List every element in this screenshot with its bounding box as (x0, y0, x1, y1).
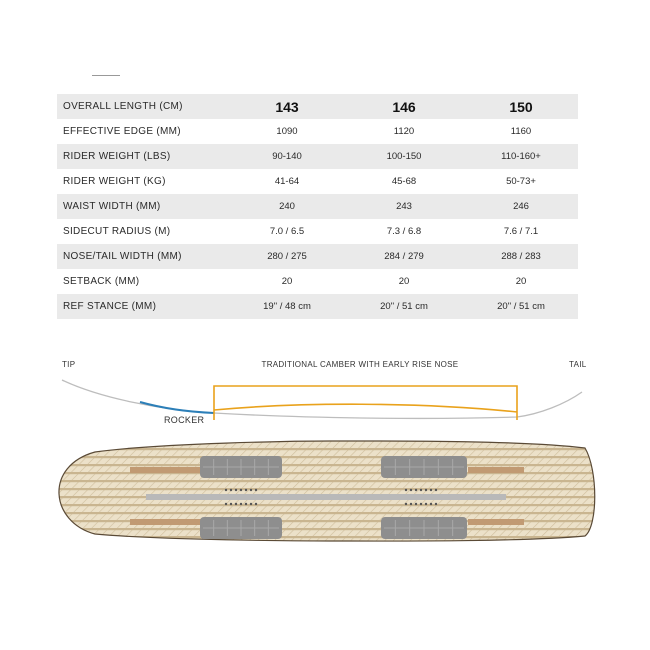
board-stripe (40, 456, 610, 458)
spec-value: 100-150 (386, 151, 422, 162)
spec-label: SIDECUT RADIUS (M) (63, 226, 171, 237)
spec-value: 50-73+ (506, 176, 536, 187)
insert-hole (425, 503, 427, 505)
spec-value: 240 (279, 201, 295, 212)
spec-value: 20" / 51 cm (497, 301, 545, 312)
spec-value: 20 (281, 276, 293, 287)
insert-hole (230, 503, 232, 505)
insert-strip (468, 467, 524, 473)
spec-value: 150 (509, 98, 533, 115)
insert-hole (250, 503, 252, 505)
insert-hole (430, 489, 432, 491)
board-stripe (40, 480, 610, 482)
spec-label: OVERALL LENGTH (CM) (63, 101, 183, 112)
insert-hole (240, 489, 242, 491)
tail-label: TAIL (569, 360, 587, 369)
spec-row (57, 169, 578, 194)
profile-title: TRADITIONAL CAMBER WITH EARLY RISE NOSE (261, 360, 459, 369)
spec-value: 243 (396, 201, 412, 212)
insert-hole (235, 489, 237, 491)
spec-value: 284 / 279 (384, 251, 424, 262)
spec-value: 20" / 51 cm (380, 301, 428, 312)
spec-value: 1160 (510, 126, 532, 137)
spec-row (57, 94, 578, 119)
insert-hole (415, 503, 417, 505)
tip-label: TIP (62, 360, 76, 369)
insert-hole (430, 503, 432, 505)
decorative-dash (92, 75, 120, 76)
spec-value: 1120 (393, 126, 415, 137)
spec-value: 20 (398, 276, 410, 287)
spec-row (57, 144, 578, 169)
spec-value: 110-160+ (501, 151, 541, 162)
insert-hole (435, 489, 437, 491)
board-stripe (40, 504, 610, 506)
rocker-label: ROCKER (164, 415, 205, 425)
insert-hole (435, 503, 437, 505)
spec-row (57, 219, 578, 244)
board-stripe (40, 472, 610, 474)
insert-hole (410, 489, 412, 491)
spec-value: 246 (513, 201, 529, 212)
board-diagram (0, 340, 650, 600)
spec-value: 280 / 275 (267, 251, 307, 262)
center-channel (146, 494, 506, 500)
board-stripe (40, 520, 610, 522)
insert-hole (225, 489, 227, 491)
spec-row (57, 194, 578, 219)
spec-label: RIDER WEIGHT (LBS) (63, 151, 171, 162)
spec-row (57, 269, 578, 294)
rocker-curve (140, 402, 214, 413)
spec-value: 146 (392, 98, 416, 115)
spec-label: SETBACK (MM) (63, 276, 140, 287)
insert-hole (225, 503, 227, 505)
insert-strip (468, 519, 524, 525)
board-stripe (40, 512, 610, 514)
insert-hole (405, 503, 407, 505)
insert-hole (420, 489, 422, 491)
insert-hole (255, 503, 257, 505)
spec-label: NOSE/TAIL WIDTH (MM) (63, 251, 182, 262)
spec-label: EFFECTIVE EDGE (MM) (63, 126, 181, 137)
spec-label: REF STANCE (MM) (63, 301, 157, 312)
spec-label: WAIST WIDTH (MM) (63, 201, 161, 212)
board-stripe (40, 464, 610, 466)
insert-hole (410, 503, 412, 505)
insert-strip (130, 467, 202, 473)
board-stripe (40, 488, 610, 490)
spec-row (57, 119, 578, 144)
spec-label: RIDER WEIGHT (KG) (63, 176, 166, 187)
insert-hole (425, 489, 427, 491)
spec-value: 20 (515, 276, 527, 287)
insert-strip (130, 519, 202, 525)
spec-value: 19" / 48 cm (263, 301, 311, 312)
insert-hole (245, 503, 247, 505)
insert-hole (405, 489, 407, 491)
spec-value: 7.0 / 6.5 (269, 226, 305, 237)
spec-value: 1090 (276, 126, 298, 137)
spec-value: 288 / 283 (501, 251, 541, 262)
spec-value: 143 (275, 98, 299, 115)
board-stripe (40, 528, 610, 530)
insert-hole (415, 489, 417, 491)
insert-hole (250, 489, 252, 491)
spec-row (57, 294, 578, 319)
insert-hole (230, 489, 232, 491)
insert-hole (235, 503, 237, 505)
spec-value: 90-140 (272, 151, 302, 162)
insert-hole (245, 489, 247, 491)
spec-row (57, 244, 578, 269)
spec-table (57, 94, 578, 319)
spec-value: 7.6 / 7.1 (503, 226, 539, 237)
insert-hole (255, 489, 257, 491)
board-shape (40, 436, 610, 548)
insert-hole (420, 503, 422, 505)
spec-value: 7.3 / 6.8 (386, 226, 422, 237)
spec-value: 45-68 (391, 176, 417, 187)
insert-hole (240, 503, 242, 505)
spec-value: 41-64 (274, 176, 300, 187)
